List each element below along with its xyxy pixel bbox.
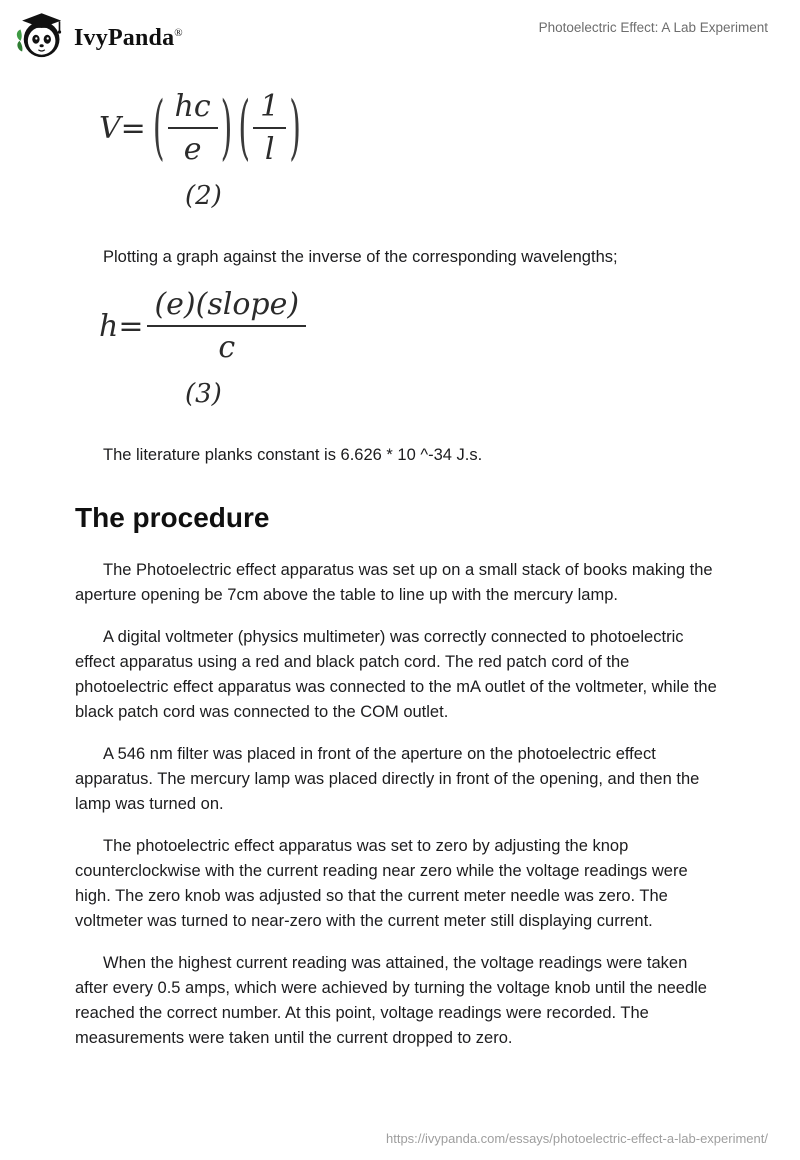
- section-heading-procedure: The procedure: [75, 502, 270, 533]
- equation-2: [99, 86, 722, 211]
- equation-3-lhs: h=: [99, 308, 144, 344]
- source-url-link[interactable]: https://ivypanda.com/essays/photoelectric-effect-a-lab-experiment/: [386, 1131, 768, 1146]
- procedure-paragraph: A 546 nm filter was placed in front of the aperture on the photoelectric effect apparatus. The mercury lamp was placed directly in front of the opening, and then the lamp was turned on.: [75, 745, 700, 813]
- fraction-hc-over-e: $\frac{hc}{e}$: [168, 89, 218, 167]
- document-title: Photoelectric Effect: A Lab Experiment: [538, 20, 768, 35]
- procedure-paragraph: The Photoelectric effect apparatus was set up on a small stack of books making the aperture opening be 7cm above the table to line up with the mercury lamp.: [75, 561, 713, 604]
- page-footer: [386, 1131, 768, 1146]
- brand-name: IvyPanda®: [74, 25, 183, 51]
- fraction-e-slope-over-c: $\frac{\text{(e)(slope)}}{c}$: [147, 287, 306, 365]
- paragraph-plotting: Plotting a graph against the inverse of the corresponding wavelengths;: [103, 248, 618, 266]
- open-paren: (: [238, 86, 251, 170]
- brand-group[interactable]: [14, 10, 183, 67]
- close-paren: ): [289, 86, 301, 170]
- procedure-paragraph: A digital voltmeter (physics multimeter) was correctly connected to photoelectric effect apparatus using a red and black patch cord. The red patch cord of the photoelectric effect apparatus was connected to the mA outlet of the voltmeter, while the black patch cord was connected to the COM outlet.: [75, 628, 717, 721]
- close-paren: ): [220, 86, 233, 170]
- registered-mark: ®: [174, 27, 183, 39]
- procedure-paragraph: The photoelectric effect apparatus was set to zero by adjusting the knop counterclockwise with the current reading near zero while the voltage readings were high. The zero knob was adjusted so that the current meter needle was zero. The voltmeter was turned to near-zero with the current meter still displaying current.: [75, 837, 688, 930]
- equation-2-formula: [99, 86, 304, 170]
- equation-2-number: (2): [185, 181, 222, 211]
- paragraph-constant: The literature planks constant is 6.626 * 10 ^-34 J.s.: [103, 446, 483, 464]
- open-paren: (: [152, 86, 165, 170]
- page-header: [0, 0, 800, 73]
- fraction-1-over-l: $\frac{1}{l}$: [253, 89, 286, 167]
- equation-3: [99, 287, 722, 409]
- equation-3-number: (3): [185, 379, 222, 409]
- equation-3-formula: [99, 287, 306, 365]
- ivypanda-logo-icon: [14, 10, 66, 67]
- article-content: [0, 86, 800, 1051]
- equation-2-lhs: V=: [99, 110, 146, 146]
- procedure-paragraph: When the highest current reading was attained, the voltage readings were taken after every 0.5 amps, which were achieved by turning the voltage knob until the needle reached the correct number. At this point, voltage readings were recorded. The measurements were taken until the current dropped to zero.: [75, 954, 707, 1047]
